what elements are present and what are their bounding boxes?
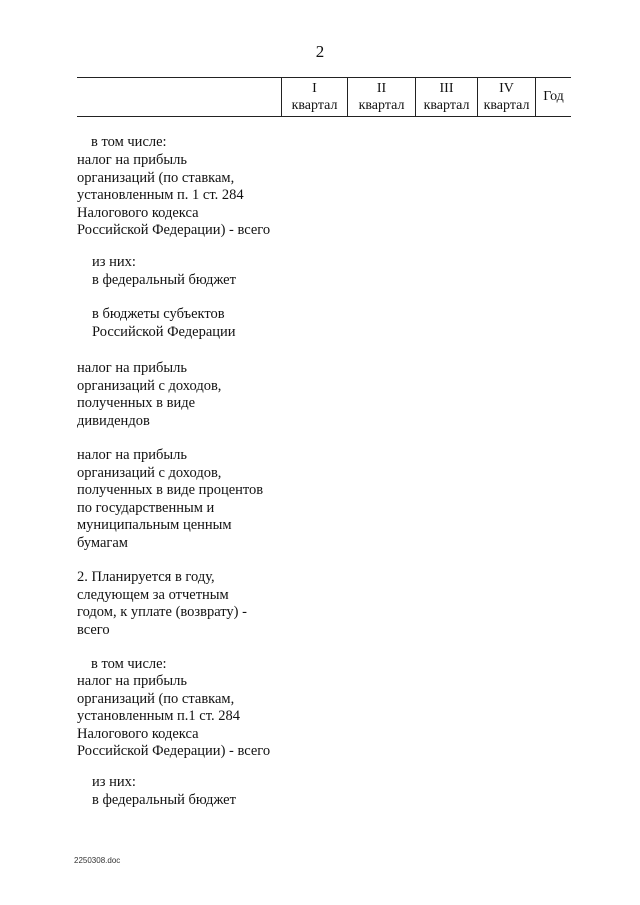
column-header-q1: [281, 78, 347, 116]
row-including-1: в том числе:: [91, 134, 167, 150]
column-header-year: Год: [535, 78, 571, 116]
column-header-q4: [477, 78, 535, 116]
row-regional-budgets: в бюджеты субъектов Российской Федерации: [92, 306, 236, 340]
column-header-roman: I: [312, 81, 317, 96]
column-header-roman: II: [376, 81, 387, 96]
row-profit-tax-rates-2: налог на прибыль организаций (по ставкам, установленным п.1 ст. 284 Налогового кодекса Российской Федерации) - всего: [77, 673, 271, 759]
column-header-label: квартал: [358, 98, 405, 113]
column-header-roman: IV: [499, 81, 514, 96]
column-header-table: [77, 77, 571, 117]
column-header-q2: [347, 78, 415, 116]
row-including-2: в том числе:: [91, 656, 167, 672]
column-header-label: квартал: [423, 98, 470, 113]
page-number: 2: [315, 42, 325, 61]
column-header-label: квартал: [483, 98, 530, 113]
column-header-q3: [415, 78, 477, 116]
row-of-which-federal-2: из них: в федеральный бюджет: [92, 774, 236, 808]
row-planned-next-year: 2. Планируется в году, следующем за отчетным годом, к уплате (возврату) - всего: [77, 569, 247, 638]
row-of-which-federal-1: из них: в федеральный бюджет: [92, 254, 236, 288]
column-header-label: квартал: [291, 98, 338, 113]
document-filename: 2250308.doc: [74, 856, 121, 865]
row-dividends-tax: налог на прибыль организаций с доходов, полученных в виде дивидендов: [77, 360, 222, 429]
row-profit-tax-rates-1: налог на прибыль организаций (по ставкам, установленным п. 1 ст. 284 Налогового кодекса Российской Федерации) - всего: [77, 152, 271, 238]
column-header-roman: III: [439, 81, 454, 96]
row-interest-securities-tax: налог на прибыль организаций с доходов, полученных в виде процентов по государственным и муниципальным ценным бумагам: [77, 447, 264, 551]
